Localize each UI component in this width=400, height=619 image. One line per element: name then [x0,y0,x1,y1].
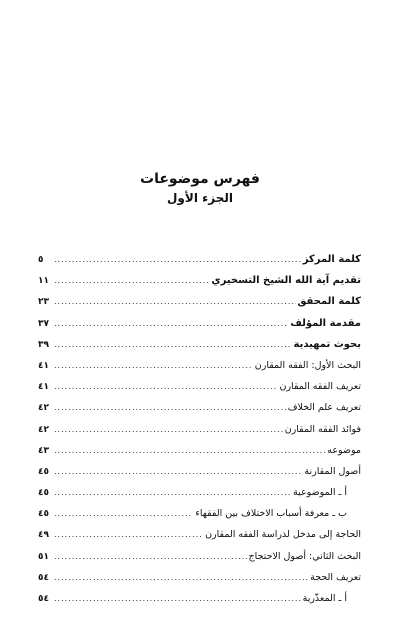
toc-entry-page-number: ٤٥ [38,509,49,520]
toc-entry-page-number: ٤١ [38,360,49,371]
toc-dot-leader [54,552,247,561]
toc-entry-page-number: ٥ [38,255,44,265]
toc-entry-title: البحث الأول: الفقه المقارن [254,359,361,371]
toc-entry-page-number: ٥٤ [38,594,49,604]
toc-entry [38,296,361,317]
toc-dot-leader [54,425,283,434]
toc-entry-page-number: ٤١ [38,382,49,393]
toc-entry-title: موضوعه [327,444,361,456]
toc-dot-leader [54,382,277,391]
toc-entry [38,445,361,466]
toc-entry-page-number: ٤٥ [38,488,49,499]
toc-entry [38,466,361,487]
toc-dot-leader [54,255,301,264]
toc-entry-page-number: ٤٣ [38,445,49,456]
toc-entry-title: مقدمة المؤلف [290,317,361,329]
toc-entry [38,572,361,593]
toc-entry [38,508,361,529]
page-subtitle: الجزء الأول [167,191,233,205]
toc-dot-leader [54,467,302,476]
toc-entry-page-number: ٤٢ [38,403,49,414]
toc-entry-page-number: ٥١ [38,551,49,562]
toc-entry [38,551,361,572]
toc-dot-leader [54,361,253,370]
toc-entry [38,487,361,508]
toc-dot-leader [54,594,301,603]
toc-entry [38,593,361,614]
toc-dot-leader [54,403,286,412]
toc-entry-page-number: ٥٤ [38,572,49,583]
toc-dot-leader [54,509,193,518]
toc-entry-page-number: ٤٢ [38,424,49,435]
toc-entry-title: كلمة المركز [302,254,361,265]
page-title: فهرس موضوعات [140,171,260,187]
toc-entry-page-number: ٤٥ [38,466,49,477]
toc-entry-title: الحاجة إلى مدخل لدراسة الفقه المقارن [205,529,361,541]
toc-entry-title: البحث الثاني: أصول الاحتجاج [248,550,361,562]
toc-entry-title: فوائد الفقه المقارن [284,423,361,435]
toc-entry [38,424,361,445]
toc-entry-title: أ ـ المعذّرية [302,593,347,604]
toc-entry-page-number: ٤٩ [38,530,49,541]
toc-entry-title: تعريف الحجة [310,571,361,583]
toc-entry-title: كلمة المحقق [297,296,361,308]
toc-entry [38,402,361,423]
toc-entry [38,339,361,360]
toc-entry-title: ب ـ معرفة أسباب الاختلاف بين الفقهاء [195,508,347,520]
toc-entry [38,254,361,275]
toc-dot-leader [54,319,288,328]
toc-entry-page-number: ٣٧ [38,318,49,329]
toc-entry-title: تعريف علم الخلاف [287,402,361,414]
toc-entry-title: تقديم آية الله الشيخ التسخيري [211,275,361,287]
toc-entry [38,381,361,402]
toc-dot-leader [54,488,291,497]
toc-entry [38,275,361,296]
table-of-contents [38,254,361,614]
toc-entry [38,360,361,381]
toc-entry-page-number: ٣٩ [38,339,49,350]
toc-entry-title: أ ـ الموضوعية [293,487,347,499]
toc-entry-page-number: ١١ [38,276,49,287]
toc-dot-leader [54,446,325,455]
toc-entry [38,318,361,339]
toc-entry-title: تعريف الفقه المقارن [279,381,361,393]
toc-dot-leader [54,297,296,306]
toc-entry-title: بحوث تمهيدية [293,338,361,350]
toc-entry-title: أصول المقارنة [304,465,361,477]
toc-dot-leader [54,340,292,349]
toc-dot-leader [54,573,308,582]
toc-entry [38,529,361,550]
toc-entry-page-number: ٢٣ [38,297,49,308]
toc-dot-leader [54,530,203,539]
toc-dot-leader [54,276,209,285]
